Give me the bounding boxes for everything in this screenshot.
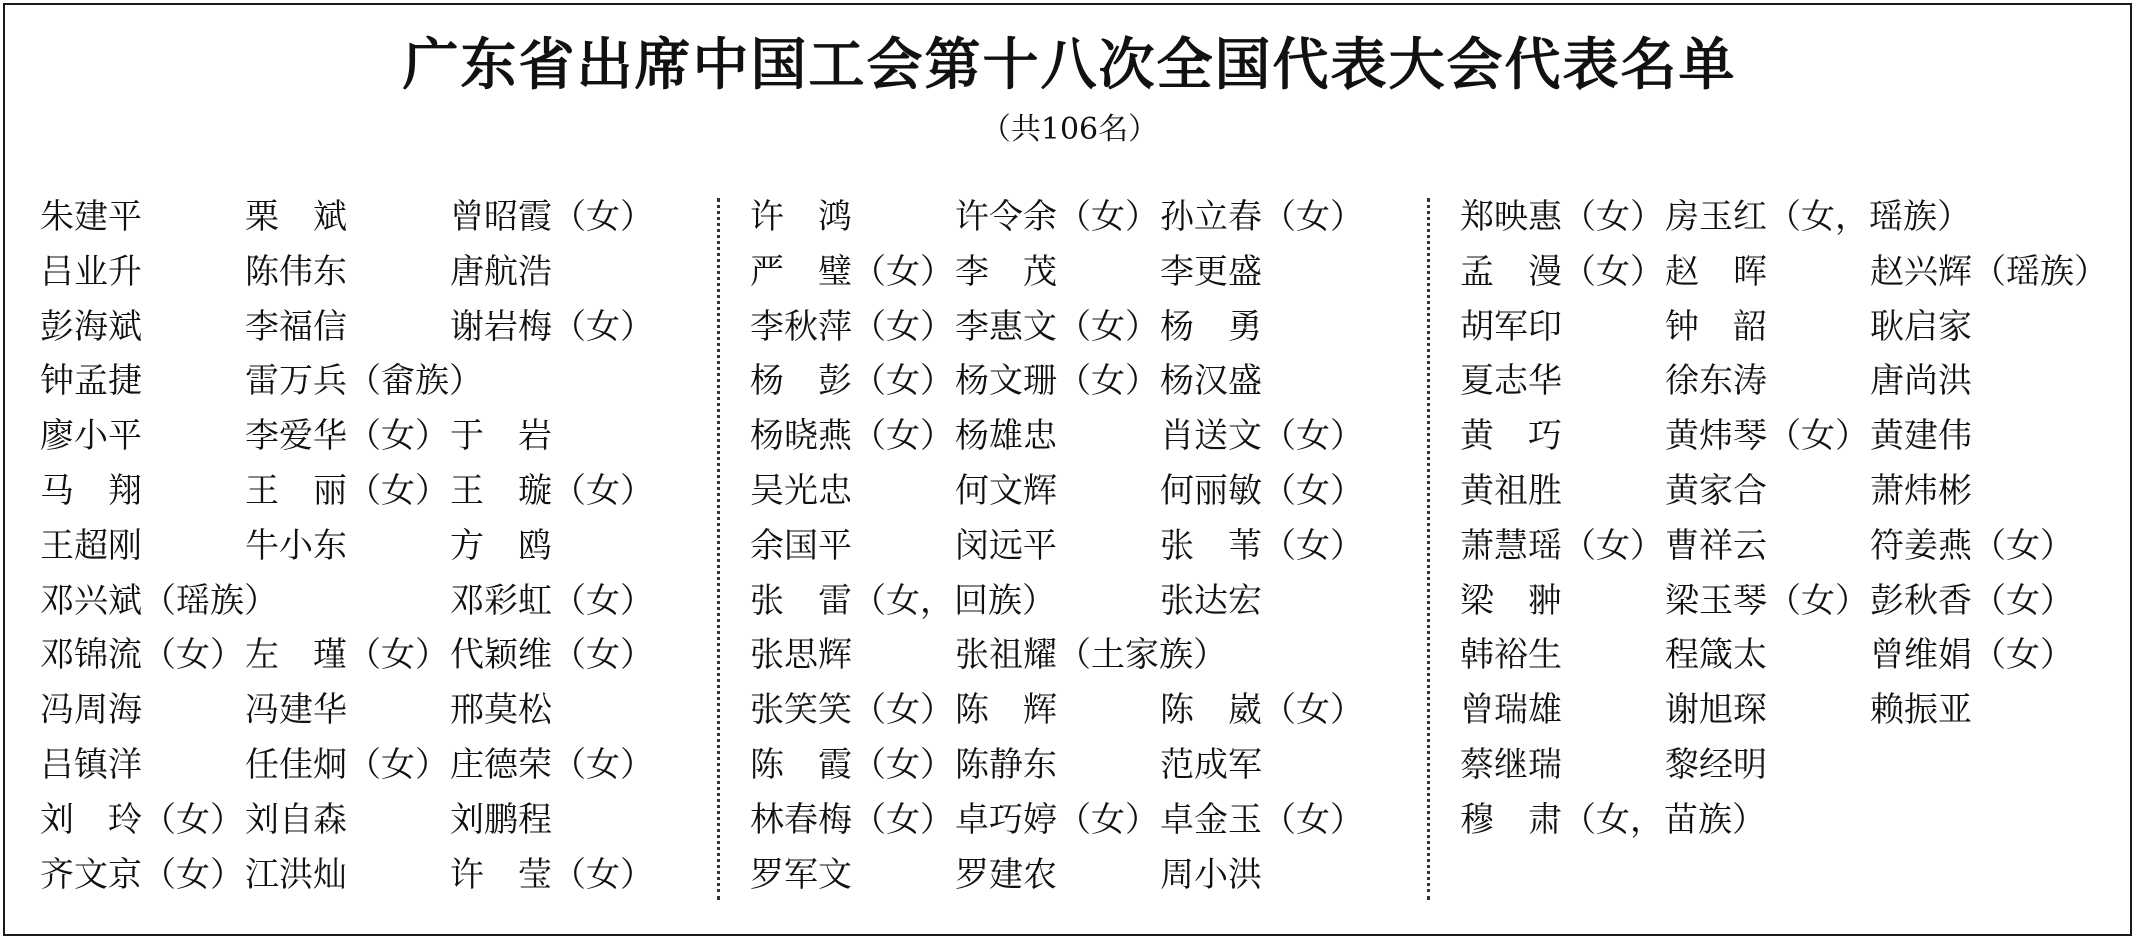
name-row xyxy=(1460,738,2130,793)
delegate-name: 范成军 xyxy=(1160,744,1262,785)
delegate-name: 杨 彭（女） xyxy=(750,361,954,402)
delegate-name: 李 茂 xyxy=(955,251,1057,292)
delegate-name: 陈 霞（女） xyxy=(750,744,954,785)
delegate-name: 朱建平 xyxy=(40,197,142,237)
name-row xyxy=(1460,354,2130,409)
delegate-name: 杨汉盛 xyxy=(1160,361,1262,402)
delegate-name: 曾瑞雄 xyxy=(1460,690,1562,731)
delegate-name: 吴光忠 xyxy=(750,470,852,511)
name-row xyxy=(750,190,1420,245)
delegate-name: 林春梅（女） xyxy=(750,799,954,840)
delegate-name: 何文辉 xyxy=(955,470,1057,511)
delegate-name: 王 璇（女） xyxy=(450,470,654,511)
name-row xyxy=(1460,628,2130,683)
name-row xyxy=(750,409,1420,464)
delegate-name: 张 雷（女，回族） xyxy=(750,580,1056,621)
name-row xyxy=(40,300,710,355)
name-row xyxy=(1460,519,2130,574)
name-row xyxy=(750,738,1420,793)
delegate-name: 萧炜彬 xyxy=(1870,470,1972,511)
delegate-name: 程箴太 xyxy=(1665,635,1767,676)
delegate-name: 齐文京（女） xyxy=(40,854,244,895)
delegate-name: 黄祖胜 xyxy=(1460,470,1562,511)
delegate-name: 王超刚 xyxy=(40,525,142,566)
name-row xyxy=(40,628,710,683)
delegate-name: 庄德荣（女） xyxy=(450,744,654,785)
name-row xyxy=(40,574,710,629)
delegate-name: 赵 晖 xyxy=(1665,251,1767,292)
page-title: 广东省出席中国工会第十八次全国代表大会代表名单 xyxy=(402,32,1737,98)
delegate-name: 何丽敏（女） xyxy=(1160,470,1364,511)
delegate-name: 刘 玲（女） xyxy=(40,799,244,840)
delegate-name: 黄家合 xyxy=(1665,470,1767,511)
name-row xyxy=(1460,190,2130,245)
delegate-name: 张达宏 xyxy=(1160,580,1262,621)
delegate-name: 马 翔 xyxy=(40,470,142,511)
delegate-name: 雷万兵（畲族） xyxy=(245,361,483,402)
delegate-name: 李福信 xyxy=(245,306,347,347)
name-row xyxy=(40,848,710,903)
delegate-name: 许 鸿 xyxy=(750,197,852,237)
name-row xyxy=(40,190,710,245)
name-row xyxy=(1460,574,2130,629)
name-row xyxy=(1460,409,2130,464)
name-row xyxy=(1460,793,2130,848)
delegate-name: 卓巧婷（女） xyxy=(955,799,1159,840)
delegate-name: 杨晓燕（女） xyxy=(750,416,954,457)
delegate-name: 许令余（女） xyxy=(955,197,1159,237)
delegate-name: 许 莹（女） xyxy=(450,854,654,895)
delegate-name: 萧慧瑶（女） xyxy=(1460,525,1664,566)
delegate-name: 于 岩 xyxy=(450,416,552,457)
delegate-name: 房玉红（女，瑶族） xyxy=(1665,197,1971,237)
delegate-name: 邢莫松 xyxy=(450,690,552,731)
name-column-1 xyxy=(40,190,710,902)
name-row xyxy=(750,683,1420,738)
delegate-name: 韩裕生 xyxy=(1460,635,1562,676)
delegate-name: 李秋萍（女） xyxy=(750,306,954,347)
delegate-name: 夏志华 xyxy=(1460,361,1562,402)
name-column-2 xyxy=(750,190,1420,902)
delegate-name: 唐航浩 xyxy=(450,251,552,292)
name-row xyxy=(40,354,710,409)
delegate-name: 江洪灿 xyxy=(245,854,347,895)
delegate-name: 曹祥云 xyxy=(1665,525,1767,566)
name-row xyxy=(40,683,710,738)
delegate-name: 冯周海 xyxy=(40,690,142,731)
delegate-name: 徐东涛 xyxy=(1665,361,1767,402)
delegate-name: 唐尚洪 xyxy=(1870,361,1972,402)
delegate-name: 梁玉琴（女） xyxy=(1665,580,1869,621)
name-row xyxy=(750,300,1420,355)
page-subtitle: （共106名） xyxy=(980,112,1159,147)
delegate-name: 王 丽（女） xyxy=(245,470,449,511)
delegate-name: 蔡继瑞 xyxy=(1460,744,1562,785)
delegate-name: 张 苇（女） xyxy=(1160,525,1364,566)
name-row xyxy=(40,738,710,793)
name-row xyxy=(750,464,1420,519)
delegate-name: 陈 辉 xyxy=(955,690,1057,731)
delegate-name: 罗军文 xyxy=(750,854,852,895)
name-row xyxy=(750,793,1420,848)
delegate-name: 钟 韶 xyxy=(1665,306,1767,347)
delegate-name: 谢旭琛 xyxy=(1665,690,1767,731)
delegate-name: 邓兴斌（瑶族） xyxy=(40,580,278,621)
name-row xyxy=(1460,464,2130,519)
delegate-name: 黄炜琴（女） xyxy=(1665,416,1869,457)
name-row xyxy=(40,793,710,848)
delegate-name: 吕业升 xyxy=(40,251,142,292)
delegate-name: 廖小平 xyxy=(40,416,142,457)
delegate-name: 任佳炯（女） xyxy=(245,744,449,785)
delegate-name: 陈静东 xyxy=(955,744,1057,785)
name-row xyxy=(750,574,1420,629)
delegate-name: 李更盛 xyxy=(1160,251,1262,292)
delegate-name: 刘自森 xyxy=(245,799,347,840)
delegate-name: 邓锦流（女） xyxy=(40,635,244,676)
delegate-name: 黄建伟 xyxy=(1870,416,1972,457)
delegate-name: 胡军印 xyxy=(1460,306,1562,347)
delegate-name: 孙立春（女） xyxy=(1160,197,1364,237)
delegate-name: 严 璧（女） xyxy=(750,251,954,292)
delegate-name: 闵远平 xyxy=(955,525,1057,566)
delegate-name: 陈 崴（女） xyxy=(1160,690,1364,731)
name-row xyxy=(40,464,710,519)
delegate-name: 代颖维（女） xyxy=(450,635,654,676)
column-divider xyxy=(717,198,720,900)
delegate-name: 郑映惠（女） xyxy=(1460,197,1664,237)
delegate-name: 杨雄忠 xyxy=(955,416,1057,457)
delegate-name: 刘鹏程 xyxy=(450,799,552,840)
name-row xyxy=(1460,683,2130,738)
delegate-name: 张笑笑（女） xyxy=(750,690,954,731)
name-row xyxy=(40,409,710,464)
delegate-name: 彭秋香（女） xyxy=(1870,580,2074,621)
delegate-name: 黎经明 xyxy=(1665,744,1767,785)
name-row xyxy=(750,848,1420,903)
delegate-name: 彭海斌 xyxy=(40,306,142,347)
delegate-name: 吕镇洋 xyxy=(40,744,142,785)
delegate-name: 冯建华 xyxy=(245,690,347,731)
delegate-name: 邓彩虹（女） xyxy=(450,580,654,621)
delegate-name: 赵兴辉（瑶族） xyxy=(1870,251,2108,292)
column-divider xyxy=(1427,198,1430,900)
delegate-name: 赖振亚 xyxy=(1870,690,1972,731)
delegate-name: 李爱华（女） xyxy=(245,416,449,457)
delegate-name: 李惠文（女） xyxy=(955,306,1159,347)
delegate-name: 肖送文（女） xyxy=(1160,416,1364,457)
name-row xyxy=(750,245,1420,300)
delegate-name: 卓金玉（女） xyxy=(1160,799,1364,840)
delegate-name: 余国平 xyxy=(750,525,852,566)
name-row xyxy=(750,628,1420,683)
name-row xyxy=(40,245,710,300)
delegate-name: 梁 翀 xyxy=(1460,580,1562,621)
delegate-name: 张祖耀（土家族） xyxy=(955,635,1227,676)
delegate-name: 罗建农 xyxy=(955,854,1057,895)
delegate-name: 陈伟东 xyxy=(245,251,347,292)
delegate-name: 黄 巧 xyxy=(1460,416,1562,457)
delegate-name: 孟 漫（女） xyxy=(1460,251,1664,292)
delegate-name: 牛小东 xyxy=(245,525,347,566)
delegate-name: 方 鸥 xyxy=(450,525,552,566)
delegate-name: 钟孟捷 xyxy=(40,361,142,402)
name-column-3 xyxy=(1460,190,2130,848)
delegate-name: 耿启家 xyxy=(1870,306,1972,347)
delegate-name: 张思辉 xyxy=(750,635,852,676)
name-row xyxy=(750,519,1420,574)
delegate-name: 杨文珊（女） xyxy=(955,361,1159,402)
delegate-name: 曾昭霞（女） xyxy=(450,197,654,237)
delegate-name: 左 瑾（女） xyxy=(245,635,449,676)
delegate-name: 栗 斌 xyxy=(245,197,347,237)
delegate-name: 符姜燕（女） xyxy=(1870,525,2074,566)
delegate-name: 曾维娟（女） xyxy=(1870,635,2074,676)
name-row xyxy=(750,354,1420,409)
delegate-name: 周小洪 xyxy=(1160,854,1262,895)
delegate-name: 穆 肃（女，苗族） xyxy=(1460,799,1766,840)
delegate-name: 杨 勇 xyxy=(1160,306,1262,347)
name-row xyxy=(1460,300,2130,355)
name-row xyxy=(40,519,710,574)
delegate-name: 谢岩梅（女） xyxy=(450,306,654,347)
name-row xyxy=(1460,245,2130,300)
